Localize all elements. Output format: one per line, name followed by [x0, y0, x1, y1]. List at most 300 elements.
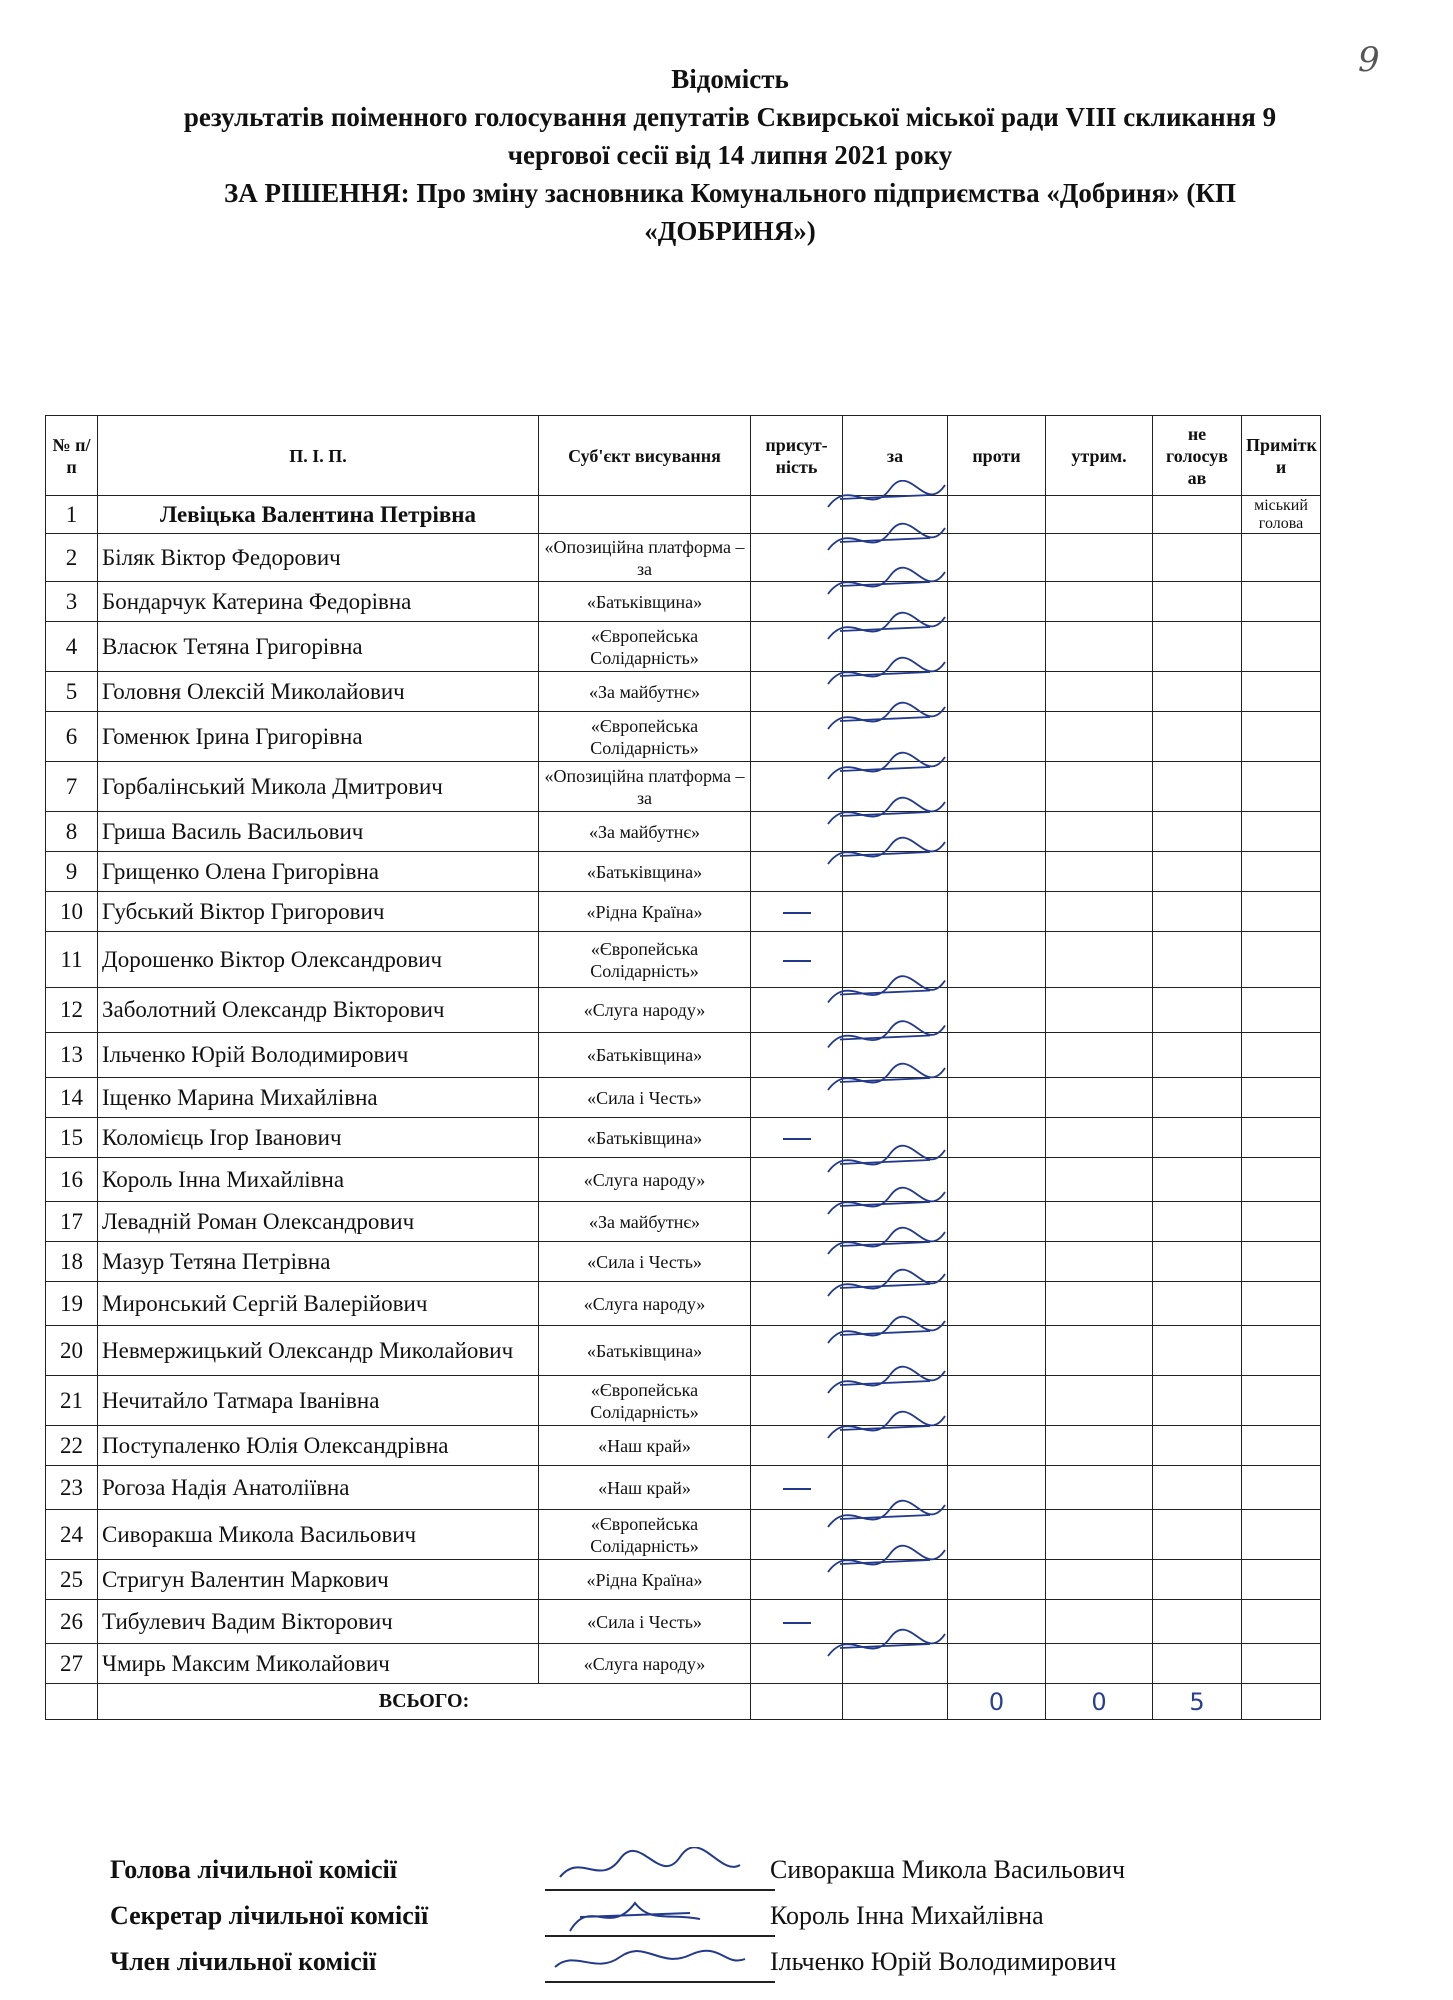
- row-number: 2: [46, 534, 98, 582]
- table-row: [46, 1158, 1321, 1202]
- vote-for-cell: [843, 1242, 948, 1282]
- commission-secretary-row: [110, 1901, 1360, 1941]
- deputy-name: Ільченко Юрій Володимирович: [98, 1033, 539, 1078]
- commission-member-row: [110, 1947, 1360, 1987]
- party-name: «Європейська Солідарність»: [539, 712, 751, 762]
- vote-abstain-cell: [1046, 712, 1153, 762]
- party-name: «Наш край»: [539, 1426, 751, 1466]
- not-voted-cell: [1153, 1376, 1242, 1426]
- vote-against-cell: [948, 1644, 1046, 1684]
- deputy-name: Сиворакша Микола Васильович: [98, 1510, 539, 1560]
- party-name: «Сила і Честь»: [539, 1600, 751, 1644]
- vote-against-cell: [948, 1078, 1046, 1118]
- not-voted-cell: [1153, 1326, 1242, 1376]
- row-number: 15: [46, 1118, 98, 1158]
- present-cell: [751, 1242, 843, 1282]
- header-num: № п/п: [46, 416, 98, 496]
- vote-against-cell: [948, 712, 1046, 762]
- header-abstain: утрим.: [1046, 416, 1153, 496]
- vote-for-cell: [843, 852, 948, 892]
- vote-against-cell: [948, 582, 1046, 622]
- vote-abstain-cell: [1046, 1326, 1153, 1376]
- not-voted-cell: [1153, 1078, 1242, 1118]
- present-cell: [751, 672, 843, 712]
- vote-for-cell: [843, 1376, 948, 1426]
- row-number: 25: [46, 1560, 98, 1600]
- commission-person: Король Інна Михайлівна: [770, 1901, 1044, 1930]
- party-name: «Європейська Солідарність»: [539, 1510, 751, 1560]
- table-row: [46, 1242, 1321, 1282]
- page-number: 9: [1358, 40, 1380, 80]
- not-voted-cell: [1153, 1118, 1242, 1158]
- present-cell: [751, 892, 843, 932]
- note-cell: [1242, 1644, 1321, 1684]
- deputy-name: Рогоза Надія Анатоліївна: [98, 1466, 539, 1510]
- not-voted-cell: [1153, 1600, 1242, 1644]
- vote-for-cell: [843, 1078, 948, 1118]
- party-name: «Наш край»: [539, 1466, 751, 1510]
- note-cell: [1242, 1033, 1321, 1078]
- note-cell: [1242, 1426, 1321, 1466]
- deputy-name: Губський Віктор Григорович: [98, 892, 539, 932]
- vote-against-cell: [948, 1426, 1046, 1466]
- vote-for-cell: [843, 622, 948, 672]
- present-cell: [751, 1158, 843, 1202]
- table-row: [46, 1466, 1321, 1510]
- not-voted-cell: [1153, 988, 1242, 1033]
- vote-for-cell: [843, 812, 948, 852]
- row-number: 23: [46, 1466, 98, 1510]
- note-cell: міський голова: [1242, 496, 1321, 534]
- header-for: за: [843, 416, 948, 496]
- present-cell: [751, 712, 843, 762]
- party-name: [539, 496, 751, 534]
- deputy-name: Миронський Сергій Валерійович: [98, 1282, 539, 1326]
- party-name: «Сила і Честь»: [539, 1078, 751, 1118]
- not-voted-cell: [1153, 932, 1242, 988]
- vote-for-cell: [843, 1158, 948, 1202]
- vote-abstain-cell: [1046, 582, 1153, 622]
- header-name: П. І. П.: [98, 416, 539, 496]
- party-name: «Рідна Країна»: [539, 1560, 751, 1600]
- vote-against-cell: [948, 1033, 1046, 1078]
- total-row: [46, 1684, 1321, 1720]
- heading-line-2: результатів поіменного голосування депутатів Сквирської міської ради VIII скликання 9: [183, 102, 1277, 132]
- row-number: 16: [46, 1158, 98, 1202]
- not-voted-cell: [1153, 1426, 1242, 1466]
- party-name: «Батьківщина»: [539, 582, 751, 622]
- not-voted-cell: [1153, 1510, 1242, 1560]
- total-for: [843, 1684, 948, 1720]
- vote-for-cell: [843, 712, 948, 762]
- present-cell: [751, 1326, 843, 1376]
- not-voted-cell: [1153, 1560, 1242, 1600]
- voting-table: [45, 415, 1321, 1720]
- not-voted-cell: [1153, 496, 1242, 534]
- row-number: 22: [46, 1426, 98, 1466]
- present-cell: [751, 988, 843, 1033]
- heading-line-5: «ДОБРИНЯ»): [644, 216, 816, 246]
- vote-abstain-cell: [1046, 1078, 1153, 1118]
- not-voted-cell: [1153, 582, 1242, 622]
- vote-for-cell: [843, 932, 948, 988]
- row-number: 10: [46, 892, 98, 932]
- header-party: Суб'єкт висування: [539, 416, 751, 496]
- note-cell: [1242, 988, 1321, 1033]
- note-cell: [1242, 852, 1321, 892]
- party-name: «Батьківщина»: [539, 1326, 751, 1376]
- vote-abstain-cell: [1046, 534, 1153, 582]
- table-row: [46, 1376, 1321, 1426]
- party-name: «Слуга народу»: [539, 1158, 751, 1202]
- vote-for-cell: [843, 672, 948, 712]
- present-cell: [751, 1510, 843, 1560]
- absent-dash: [783, 912, 811, 914]
- note-cell: [1242, 812, 1321, 852]
- present-cell: [751, 534, 843, 582]
- row-number: 3: [46, 582, 98, 622]
- table-row: [46, 1510, 1321, 1560]
- table-row: [46, 534, 1321, 582]
- vote-against-cell: [948, 1376, 1046, 1426]
- note-cell: [1242, 1376, 1321, 1426]
- vote-abstain-cell: [1046, 762, 1153, 812]
- party-name: «Слуга народу»: [539, 1644, 751, 1684]
- party-name: «Батьківщина»: [539, 1033, 751, 1078]
- vote-abstain-cell: [1046, 1202, 1153, 1242]
- not-voted-cell: [1153, 762, 1242, 812]
- party-name: «Європейська Солідарність»: [539, 622, 751, 672]
- vote-against-cell: [948, 534, 1046, 582]
- present-cell: [751, 1202, 843, 1242]
- not-voted-cell: [1153, 1242, 1242, 1282]
- present-cell: [751, 762, 843, 812]
- vote-against-cell: [948, 1242, 1046, 1282]
- signature-icon: [550, 1893, 750, 1941]
- deputy-name: Гоменюк Ірина Григорівна: [98, 712, 539, 762]
- vote-for-cell: [843, 1326, 948, 1376]
- heading-line-1: Відомість: [671, 64, 789, 94]
- present-cell: [751, 1376, 843, 1426]
- vote-against-cell: [948, 1158, 1046, 1202]
- table-row: [46, 988, 1321, 1033]
- table-row: [46, 712, 1321, 762]
- deputy-name: Левіцька Валентина Петрівна: [98, 496, 539, 534]
- note-cell: [1242, 534, 1321, 582]
- vote-abstain-cell: [1046, 932, 1153, 988]
- total-notes: [1242, 1684, 1321, 1720]
- header-notes: Примітк и: [1242, 416, 1321, 496]
- deputy-name: Біляк Віктор Федорович: [98, 534, 539, 582]
- deputy-name: Король Інна Михайлівна: [98, 1158, 539, 1202]
- table-row: [46, 1600, 1321, 1644]
- note-cell: [1242, 672, 1321, 712]
- row-number: 18: [46, 1242, 98, 1282]
- party-name: «Сила і Честь»: [539, 1242, 751, 1282]
- deputy-name: Чмирь Максим Миколайович: [98, 1644, 539, 1684]
- total-not-voted: 5: [1153, 1684, 1242, 1720]
- vote-abstain-cell: [1046, 1033, 1153, 1078]
- vote-for-cell: [843, 1202, 948, 1242]
- row-number: 13: [46, 1033, 98, 1078]
- vote-abstain-cell: [1046, 1644, 1153, 1684]
- absent-dash: [783, 1138, 811, 1140]
- commission-person: Сиворакша Микола Васильович: [770, 1855, 1126, 1884]
- present-cell: [751, 852, 843, 892]
- row-number: 19: [46, 1282, 98, 1326]
- table-row: [46, 812, 1321, 852]
- vote-abstain-cell: [1046, 988, 1153, 1033]
- row-number: 9: [46, 852, 98, 892]
- row-number: 21: [46, 1376, 98, 1426]
- not-voted-cell: [1153, 622, 1242, 672]
- vote-against-cell: [948, 1600, 1046, 1644]
- row-number: 20: [46, 1326, 98, 1376]
- row-number: 26: [46, 1600, 98, 1644]
- vote-against-cell: [948, 1282, 1046, 1326]
- row-number: 14: [46, 1078, 98, 1118]
- table-row: [46, 1644, 1321, 1684]
- vote-against-cell: [948, 852, 1046, 892]
- vote-against-cell: [948, 1466, 1046, 1510]
- vote-for-cell: [843, 1118, 948, 1158]
- table-header-row: [46, 416, 1321, 496]
- not-voted-cell: [1153, 1282, 1242, 1326]
- row-number: 12: [46, 988, 98, 1033]
- deputy-name: Іщенко Марина Михайлівна: [98, 1078, 539, 1118]
- deputy-name: Коломієць Ігор Іванович: [98, 1118, 539, 1158]
- not-voted-cell: [1153, 892, 1242, 932]
- row-number: 8: [46, 812, 98, 852]
- vote-against-cell: [948, 496, 1046, 534]
- party-name: «Рідна Країна»: [539, 892, 751, 932]
- table-row: [46, 1560, 1321, 1600]
- row-number: 7: [46, 762, 98, 812]
- present-cell: [751, 496, 843, 534]
- commission-person: Ільченко Юрій Володимирович: [770, 1947, 1117, 1976]
- header-not-voted: не голосув ав: [1153, 416, 1242, 496]
- table-row: [46, 1202, 1321, 1242]
- vote-abstain-cell: [1046, 812, 1153, 852]
- vote-for-cell: [843, 988, 948, 1033]
- vote-against-cell: [948, 1326, 1046, 1376]
- row-number: 24: [46, 1510, 98, 1560]
- deputy-name: Стригун Валентин Маркович: [98, 1560, 539, 1600]
- commission-role: Член лічильної комісії: [110, 1947, 377, 1976]
- note-cell: [1242, 1202, 1321, 1242]
- note-cell: [1242, 1118, 1321, 1158]
- header-against: проти: [948, 416, 1046, 496]
- note-cell: [1242, 582, 1321, 622]
- vote-against-cell: [948, 1118, 1046, 1158]
- note-cell: [1242, 1510, 1321, 1560]
- party-name: «Батьківщина»: [539, 852, 751, 892]
- vote-for-cell: [843, 534, 948, 582]
- table-row: [46, 762, 1321, 812]
- party-name: «Європейська Солідарність»: [539, 1376, 751, 1426]
- vote-for-cell: [843, 1426, 948, 1466]
- vote-against-cell: [948, 892, 1046, 932]
- deputy-name: Мазур Тетяна Петрівна: [98, 1242, 539, 1282]
- deputy-name: Власюк Тетяна Григорівна: [98, 622, 539, 672]
- vote-abstain-cell: [1046, 1426, 1153, 1466]
- vote-for-cell: [843, 1560, 948, 1600]
- not-voted-cell: [1153, 812, 1242, 852]
- total-spacer: [46, 1684, 98, 1720]
- vote-abstain-cell: [1046, 1282, 1153, 1326]
- commission-chair-row: [110, 1855, 1360, 1895]
- total-present: [751, 1684, 843, 1720]
- note-cell: [1242, 1466, 1321, 1510]
- deputy-name: Нечитайло Татмара Іванівна: [98, 1376, 539, 1426]
- vote-against-cell: [948, 672, 1046, 712]
- note-cell: [1242, 1326, 1321, 1376]
- note-cell: [1242, 1282, 1321, 1326]
- absent-dash: [783, 1488, 811, 1490]
- deputy-name: Левадній Роман Олександрович: [98, 1202, 539, 1242]
- vote-abstain-cell: [1046, 1600, 1153, 1644]
- table-row: [46, 892, 1321, 932]
- party-name: «За майбутнє»: [539, 1202, 751, 1242]
- vote-abstain-cell: [1046, 1242, 1153, 1282]
- present-cell: [751, 1033, 843, 1078]
- not-voted-cell: [1153, 1644, 1242, 1684]
- row-number: 4: [46, 622, 98, 672]
- vote-against-cell: [948, 1510, 1046, 1560]
- note-cell: [1242, 712, 1321, 762]
- vote-against-cell: [948, 932, 1046, 988]
- vote-against-cell: [948, 812, 1046, 852]
- note-cell: [1242, 892, 1321, 932]
- table-row: [46, 622, 1321, 672]
- row-number: 17: [46, 1202, 98, 1242]
- table-row: [46, 1426, 1321, 1466]
- row-number: 5: [46, 672, 98, 712]
- table-row: [46, 932, 1321, 988]
- vote-against-cell: [948, 622, 1046, 672]
- not-voted-cell: [1153, 672, 1242, 712]
- not-voted-cell: [1153, 1202, 1242, 1242]
- vote-for-cell: [843, 1282, 948, 1326]
- vote-against-cell: [948, 1202, 1046, 1242]
- not-voted-cell: [1153, 534, 1242, 582]
- deputy-name: Заболотний Олександр Вікторович: [98, 988, 539, 1033]
- party-name: «Батьківщина»: [539, 1118, 751, 1158]
- present-cell: [751, 1282, 843, 1326]
- present-cell: [751, 1560, 843, 1600]
- present-cell: [751, 1118, 843, 1158]
- vote-for-cell: [843, 892, 948, 932]
- deputy-name: Горбалінський Микола Дмитрович: [98, 762, 539, 812]
- present-cell: [751, 932, 843, 988]
- vote-abstain-cell: [1046, 892, 1153, 932]
- not-voted-cell: [1153, 852, 1242, 892]
- party-name: «Слуга народу»: [539, 988, 751, 1033]
- vote-abstain-cell: [1046, 1158, 1153, 1202]
- signature-icon: [550, 1939, 750, 1987]
- total-label: ВСЬОГО:: [98, 1684, 751, 1720]
- signature-icon: [550, 1847, 750, 1895]
- vote-abstain-cell: [1046, 1118, 1153, 1158]
- not-voted-cell: [1153, 1466, 1242, 1510]
- table-row: [46, 582, 1321, 622]
- present-cell: [751, 622, 843, 672]
- present-cell: [751, 582, 843, 622]
- absent-dash: [783, 960, 811, 962]
- row-number: 1: [46, 496, 98, 534]
- vote-abstain-cell: [1046, 1560, 1153, 1600]
- not-voted-cell: [1153, 1158, 1242, 1202]
- not-voted-cell: [1153, 712, 1242, 762]
- total-against: 0: [948, 1684, 1046, 1720]
- table-row: [46, 1033, 1321, 1078]
- deputy-name: Невмержицький Олександр Миколайович: [98, 1326, 539, 1376]
- vote-for-cell: [843, 762, 948, 812]
- total-abstain: 0: [1046, 1684, 1153, 1720]
- present-cell: [751, 812, 843, 852]
- table-row: [46, 672, 1321, 712]
- deputy-name: Гриша Василь Васильович: [98, 812, 539, 852]
- vote-abstain-cell: [1046, 1510, 1153, 1560]
- deputy-name: Головня Олексій Миколайович: [98, 672, 539, 712]
- present-cell: [751, 1426, 843, 1466]
- commission-role: Голова лічильної комісії: [110, 1855, 397, 1884]
- note-cell: [1242, 1560, 1321, 1600]
- commission-role: Секретар лічильної комісії: [110, 1901, 429, 1930]
- vote-against-cell: [948, 762, 1046, 812]
- vote-for-cell: [843, 1644, 948, 1684]
- heading-line-3: чергової сесії від 14 липня 2021 року: [507, 140, 953, 170]
- vote-against-cell: [948, 1560, 1046, 1600]
- absent-dash: [783, 1622, 811, 1624]
- row-number: 6: [46, 712, 98, 762]
- note-cell: [1242, 1078, 1321, 1118]
- vote-abstain-cell: [1046, 852, 1153, 892]
- header-present: присут-ність: [751, 416, 843, 496]
- present-cell: [751, 1644, 843, 1684]
- vote-abstain-cell: [1046, 1376, 1153, 1426]
- deputy-name: Дорошенко Віктор Олександрович: [98, 932, 539, 988]
- party-name: «Слуга народу»: [539, 1282, 751, 1326]
- table-row: [46, 852, 1321, 892]
- vote-abstain-cell: [1046, 672, 1153, 712]
- table-row: [46, 1326, 1321, 1376]
- vote-for-cell: [843, 496, 948, 534]
- vote-for-cell: [843, 1033, 948, 1078]
- note-cell: [1242, 932, 1321, 988]
- note-cell: [1242, 1158, 1321, 1202]
- party-name: «За майбутнє»: [539, 812, 751, 852]
- vote-against-cell: [948, 988, 1046, 1033]
- deputy-name: Поступаленко Юлія Олександрівна: [98, 1426, 539, 1466]
- note-cell: [1242, 762, 1321, 812]
- present-cell: [751, 1078, 843, 1118]
- present-cell: [751, 1600, 843, 1644]
- table-row: [46, 496, 1321, 534]
- party-name: «Опозиційна платформа – за: [539, 762, 751, 812]
- vote-abstain-cell: [1046, 622, 1153, 672]
- vote-for-cell: [843, 1466, 948, 1510]
- heading-line-4: ЗА РІШЕННЯ: Про зміну засновника Комунального підприємства «Добриня» (КП: [224, 178, 1236, 208]
- note-cell: [1242, 622, 1321, 672]
- row-number: 27: [46, 1644, 98, 1684]
- present-cell: [751, 1466, 843, 1510]
- table-row: [46, 1282, 1321, 1326]
- deputy-name: Бондарчук Катерина Федорівна: [98, 582, 539, 622]
- party-name: «За майбутнє»: [539, 672, 751, 712]
- deputy-name: Грищенко Олена Григорівна: [98, 852, 539, 892]
- deputy-name: Тибулевич Вадим Вікторович: [98, 1600, 539, 1644]
